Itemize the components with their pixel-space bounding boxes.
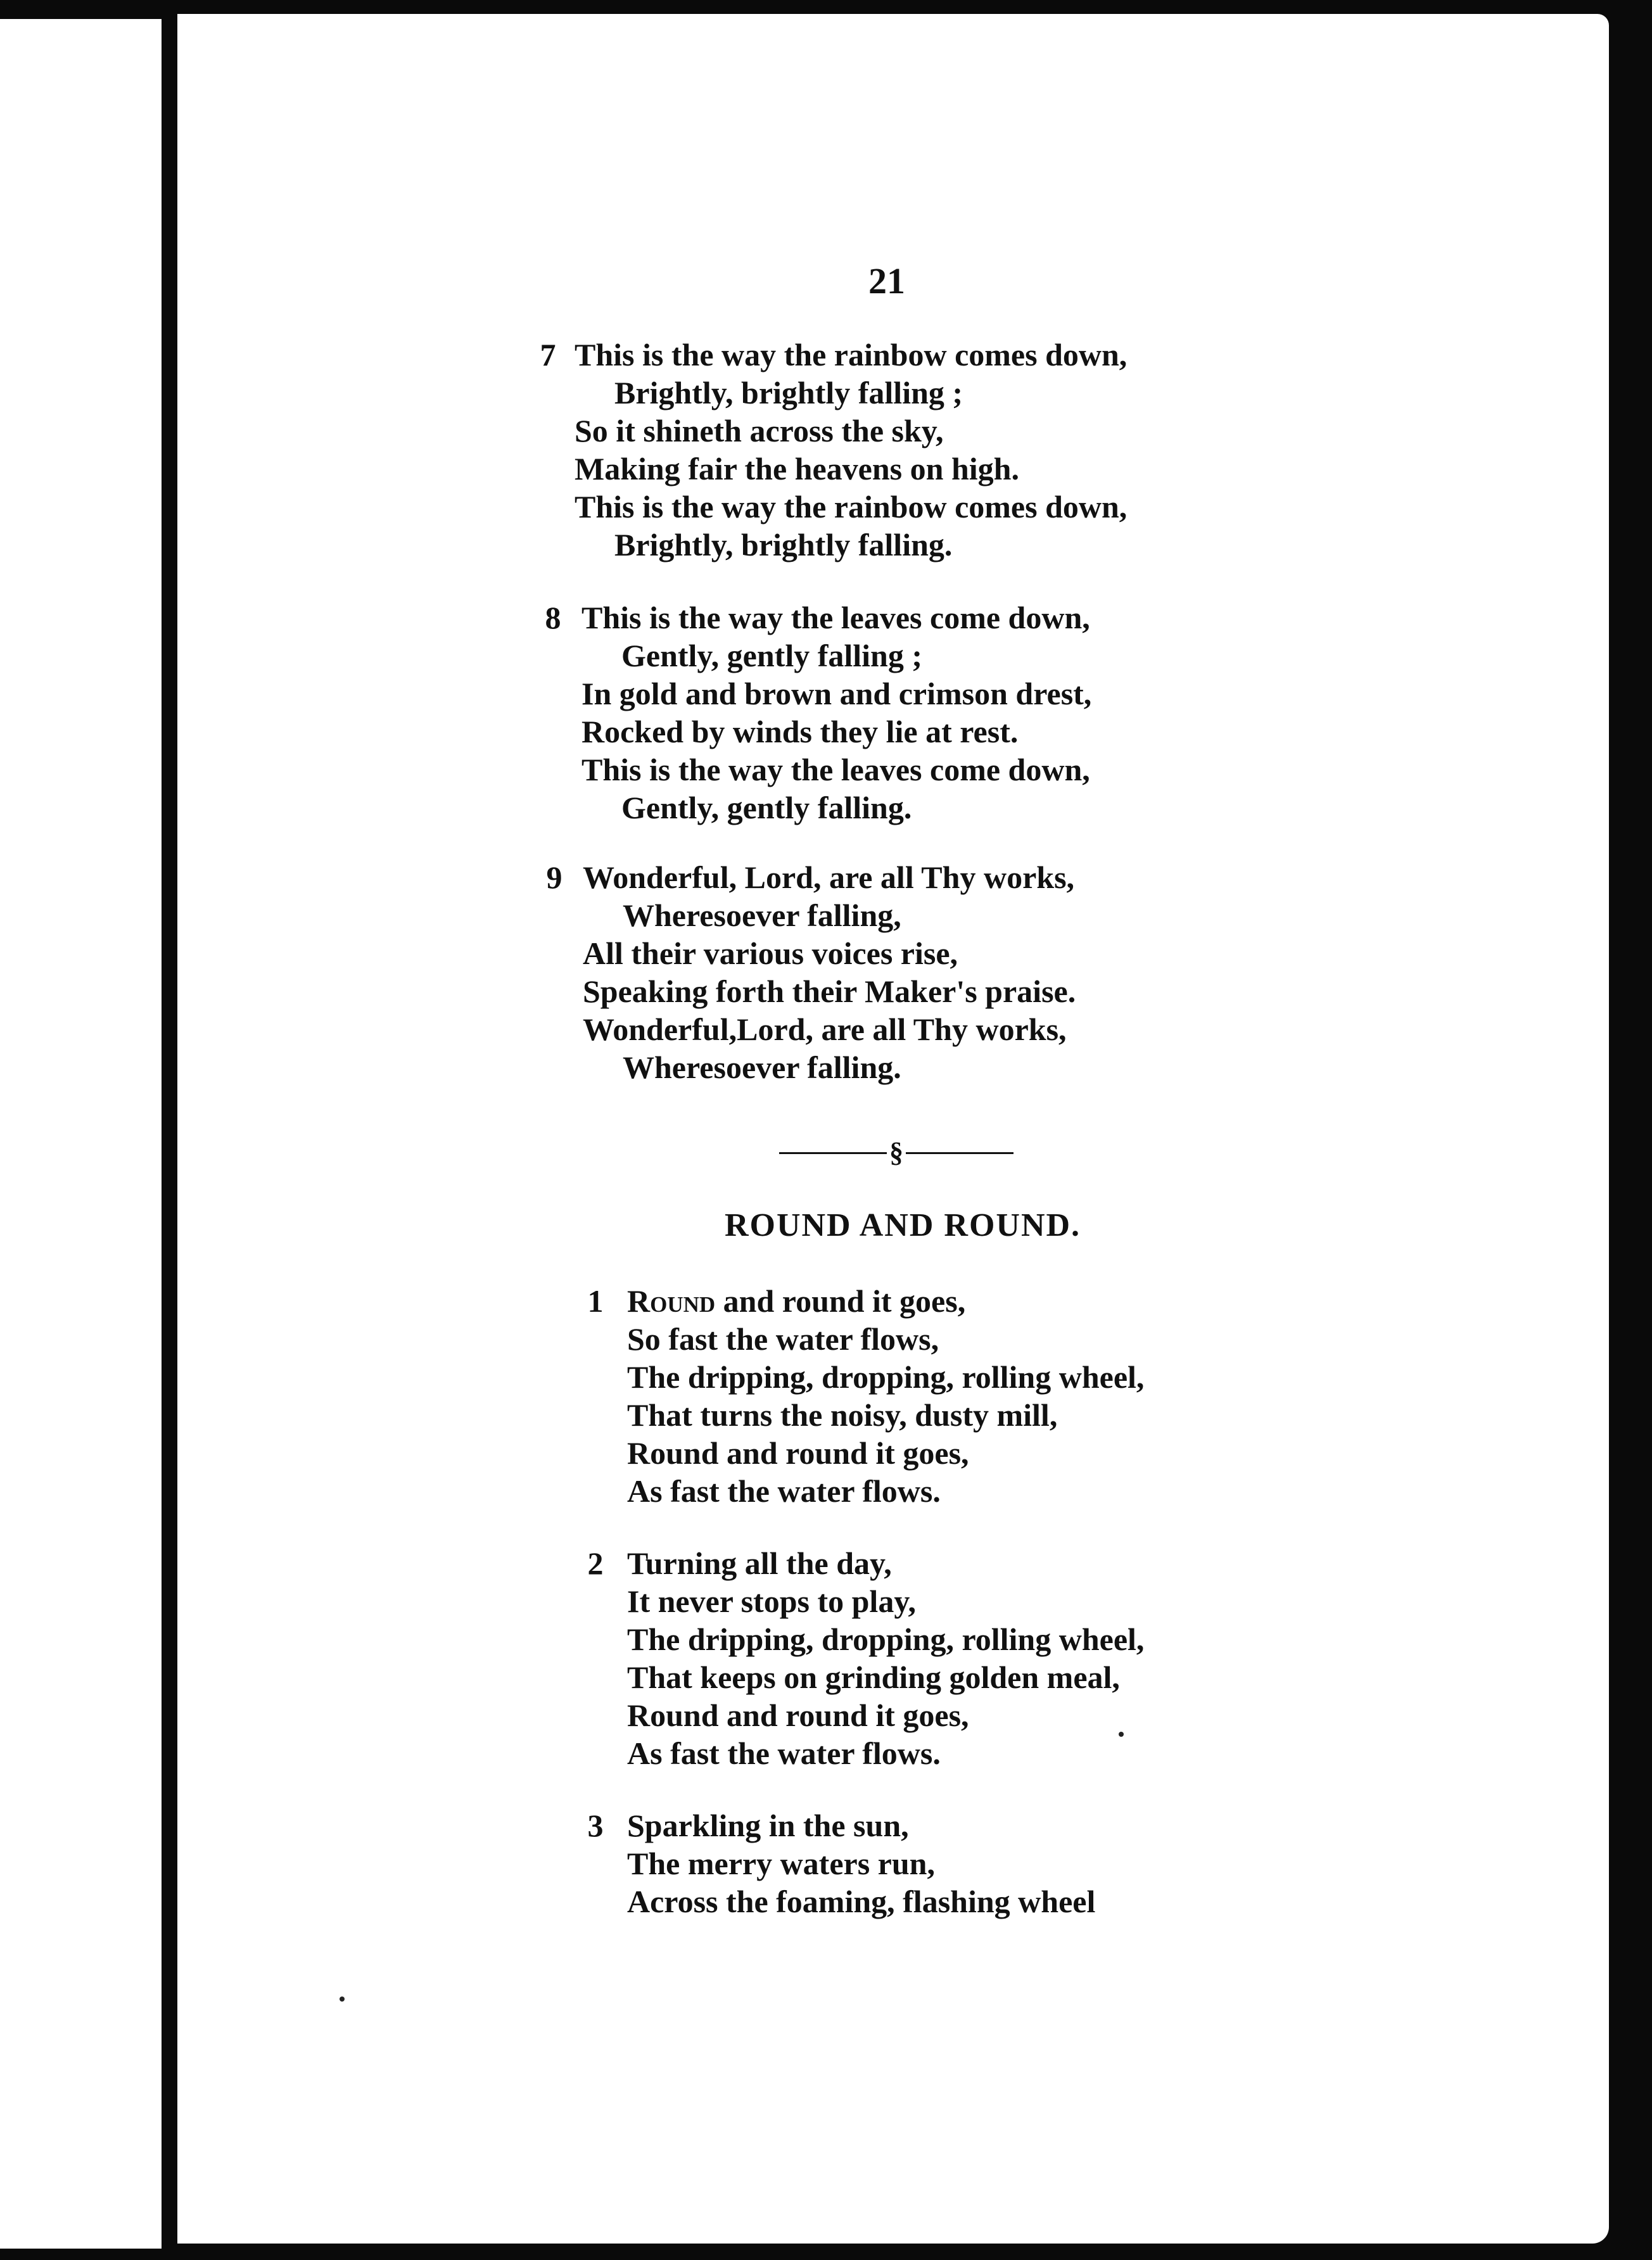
verse-line: This is the way the rainbow comes down, (575, 337, 1128, 372)
verse-line: So it shineth across the sky, (575, 413, 944, 448)
verse-line: All their various voices rise, (583, 936, 958, 971)
left-page-edge (0, 19, 162, 2249)
verse-line: Wheresoever falling. (623, 1050, 901, 1085)
verse-line: Brightly, brightly falling. (614, 527, 953, 562)
verse-line: The dripping, dropping, rolling wheel, (627, 1622, 1145, 1657)
ink-speck (340, 1997, 345, 2002)
verse-line: Wonderful,Lord, are all Thy works, (583, 1012, 1067, 1047)
hymn-title: ROUND AND ROUND. (724, 1207, 1081, 1243)
verse-line (627, 1282, 1144, 1320)
verse-line: The merry waters run, (627, 1846, 935, 1881)
stanza-number: 3 (587, 1808, 604, 1843)
verse-line: The dripping, dropping, rolling wheel, (627, 1359, 1145, 1395)
verse-line: That turns the noisy, dusty mill, (627, 1397, 1058, 1433)
stanza-number: 7 (540, 337, 556, 372)
section-mark: § (889, 1137, 903, 1168)
verse-line: Making fair the heavens on high. (575, 451, 1019, 486)
verse-line: Round and round it goes, (627, 1698, 969, 1733)
stanza-number: 9 (546, 860, 562, 895)
verse-line: Round and round it goes, (627, 1435, 969, 1471)
verse-line: Gently, gently falling ; (621, 638, 922, 673)
drop-word: Round (627, 1283, 716, 1319)
verse-line: Speaking forth their Maker's praise. (583, 974, 1076, 1009)
verse-line: Brightly, brightly falling ; (614, 375, 963, 410)
page-number: 21 (868, 260, 905, 302)
verse-line: Gently, gently falling. (621, 790, 912, 825)
verse-line: Across the foaming, flashing wheel (627, 1884, 1096, 1919)
verse-line: Sparkling in the sun, (627, 1808, 909, 1843)
verse-line: As fast the water flows. (627, 1736, 941, 1771)
section-divider (770, 1134, 1023, 1172)
divider-rule (779, 1152, 887, 1154)
verse-line: Rocked by winds they lie at rest. (581, 714, 1019, 749)
verse-line: As fast the water flows. (627, 1473, 941, 1509)
verse-line: This is the way the rainbow comes down, (575, 489, 1128, 524)
verse-line: Turning all the day, (627, 1546, 892, 1581)
verse-line: That keeps on grinding golden meal, (627, 1660, 1120, 1695)
verse-line: It never stops to play, (627, 1584, 917, 1619)
verse-line: This is the way the leaves come down, (581, 600, 1090, 635)
verse-line: This is the way the leaves come down, (581, 752, 1090, 787)
ink-speck (1119, 1732, 1124, 1737)
verse-line: So fast the water flows, (627, 1321, 939, 1357)
verse-line-rest: and round it goes, (715, 1283, 966, 1319)
divider-rule (906, 1152, 1013, 1154)
stanza-number: 1 (587, 1283, 604, 1319)
verse-line: Wonderful, Lord, are all Thy works, (583, 860, 1075, 895)
stanza-number: 8 (545, 600, 561, 635)
stanza-number: 2 (587, 1546, 604, 1581)
verse-line: In gold and brown and crimson drest, (581, 676, 1092, 711)
verse-line: Wheresoever falling, (623, 898, 901, 933)
